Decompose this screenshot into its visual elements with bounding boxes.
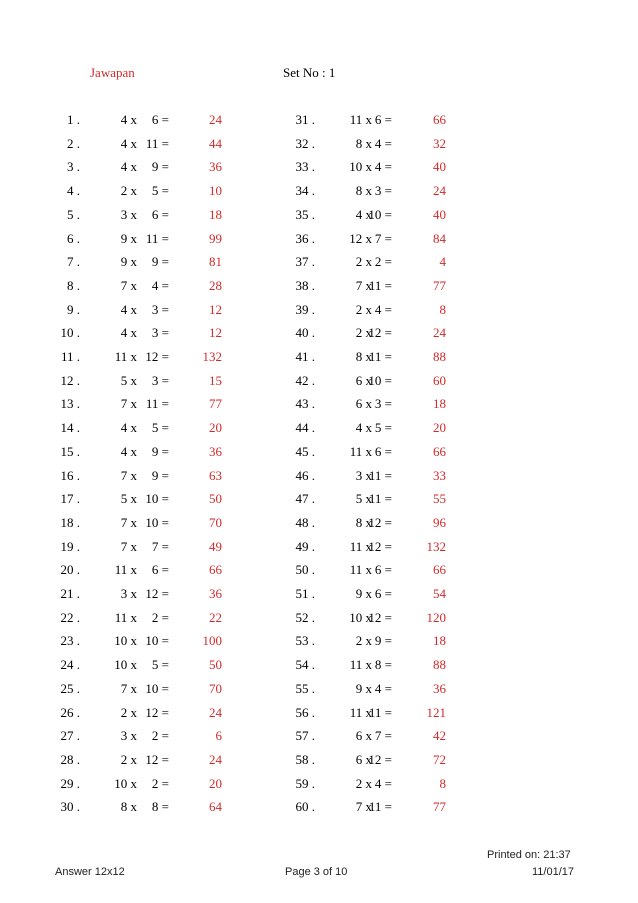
multiplicand: 11 x <box>114 349 137 364</box>
question-number: 30 . <box>60 799 80 815</box>
question-number: 4 . <box>67 183 80 199</box>
question-number: 26 . <box>60 704 80 720</box>
answer-value: 96 <box>433 514 446 530</box>
table-row <box>0 394 638 414</box>
question-number: 36 . <box>295 230 315 246</box>
multiplicand: 7 x <box>355 277 372 293</box>
multiplier: 10 = <box>145 680 169 696</box>
question-number: 12 . <box>60 372 80 388</box>
answer-value: 4 <box>439 254 446 270</box>
multiplier: 6 = <box>374 586 392 601</box>
table-row <box>0 466 638 486</box>
multiplicand: 7 x <box>120 277 137 293</box>
question-number: 7 . <box>67 254 80 270</box>
multiplier: 6 = <box>151 112 169 127</box>
question-number: 40 . <box>295 325 315 341</box>
multiplier: 6 = <box>374 112 392 127</box>
answer-value: 36 <box>209 159 222 175</box>
question-number: 19 . <box>60 538 80 554</box>
question-number: 22 . <box>60 609 80 625</box>
multiplicand: 8 x <box>355 514 372 530</box>
answer-value: 44 <box>209 135 222 151</box>
answer-value: 15 <box>209 372 222 388</box>
table-row <box>0 323 638 343</box>
answer-value: 72 <box>433 751 446 767</box>
multiplier: 11 = <box>368 704 392 720</box>
question-number: 60 . <box>295 799 315 815</box>
multiplier: 12 = <box>145 586 169 601</box>
table-row <box>0 655 638 675</box>
multiplier: 11 = <box>368 799 392 815</box>
answer-value: 64 <box>209 799 222 815</box>
multiplier: 5 = <box>151 183 169 199</box>
question-number: 57 . <box>295 728 315 744</box>
answer-value: 81 <box>209 254 222 270</box>
question-number: 47 . <box>295 491 315 507</box>
multiplicand: 3 x <box>355 467 372 483</box>
answer-value: 88 <box>433 349 446 364</box>
multiplicand: 4 x <box>355 420 372 436</box>
answer-value: 24 <box>433 325 446 341</box>
multiplier: 7 = <box>374 728 392 744</box>
table-row <box>0 631 638 651</box>
answer-value: 20 <box>433 420 446 436</box>
table-row <box>0 229 638 249</box>
answer-value: 36 <box>209 443 222 459</box>
multiplicand: 6 x <box>355 396 372 412</box>
multiplier: 3 = <box>374 183 392 199</box>
question-number: 46 . <box>295 467 315 483</box>
multiplicand: 6 x <box>355 751 372 767</box>
table-row <box>0 276 638 296</box>
answer-value: 50 <box>209 491 222 507</box>
question-number: 54 . <box>295 657 315 673</box>
multiplicand: 3 x <box>120 206 137 222</box>
question-number: 18 . <box>60 514 80 530</box>
multiplicand: 4 x <box>120 301 137 317</box>
question-number: 3 . <box>67 159 80 175</box>
answer-value: 49 <box>209 538 222 554</box>
question-number: 59 . <box>295 775 315 791</box>
answer-value: 66 <box>209 562 222 578</box>
multiplier: 10 = <box>145 633 169 649</box>
question-number: 48 . <box>295 514 315 530</box>
answer-value: 8 <box>439 775 446 791</box>
multiplier: 12 = <box>145 704 169 720</box>
multiplicand: 7 x <box>120 514 137 530</box>
answer-value: 8 <box>439 301 446 317</box>
multiplier: 10 = <box>145 491 169 507</box>
answer-value: 99 <box>209 230 222 246</box>
question-number: 29 . <box>60 775 80 791</box>
multiplier: 4 = <box>151 277 169 293</box>
table-row <box>0 726 638 746</box>
answer-value: 100 <box>202 633 222 649</box>
answer-value: 12 <box>209 325 222 341</box>
multiplier: 2 = <box>151 609 169 625</box>
multiplicand: 4 x <box>120 325 137 341</box>
multiplier: 4 = <box>374 159 392 175</box>
answer-value: 70 <box>209 680 222 696</box>
multiplier: 4 = <box>374 301 392 317</box>
table-row <box>0 537 638 557</box>
multiplier: 9 = <box>151 254 169 270</box>
multiplier: 10 = <box>368 372 392 388</box>
multiplicand: 5 x <box>120 372 137 388</box>
multiplier: 11 = <box>368 467 392 483</box>
question-number: 32 . <box>295 135 315 151</box>
multiplier: 11 = <box>368 349 392 364</box>
table-row <box>0 489 638 509</box>
answer-value: 50 <box>209 657 222 673</box>
question-number: 20 . <box>60 562 80 578</box>
answer-value: 77 <box>209 396 222 412</box>
question-number: 14 . <box>60 420 80 436</box>
multiplicand: 8 x <box>355 349 372 364</box>
answer-value: 18 <box>433 633 446 649</box>
multiplier: 6 = <box>374 562 392 578</box>
multiplicand: 12 x <box>349 230 372 246</box>
question-number: 16 . <box>60 467 80 483</box>
multiplicand: 7 x <box>120 396 137 412</box>
answer-value: 32 <box>433 135 446 151</box>
multiplicand: 10 x <box>349 159 372 175</box>
question-number: 49 . <box>295 538 315 554</box>
multiplicand: 4 x <box>120 420 137 436</box>
multiplier: 11 = <box>368 491 392 507</box>
question-number: 28 . <box>60 751 80 767</box>
answer-value: 77 <box>433 277 446 293</box>
multiplier: 4 = <box>374 775 392 791</box>
multiplicand: 5 x <box>355 491 372 507</box>
question-number: 25 . <box>60 680 80 696</box>
multiplicand: 2 x <box>355 301 372 317</box>
multiplier: 7 = <box>151 538 169 554</box>
table-row <box>0 181 638 201</box>
printed-on-date: 11/01/17 <box>532 866 575 878</box>
multiplicand: 11 x <box>349 704 372 720</box>
multiplier: 12 = <box>145 349 169 364</box>
multiplicand: 3 x <box>120 586 137 601</box>
multiplicand: 4 x <box>355 206 372 222</box>
question-number: 34 . <box>295 183 315 199</box>
question-number: 45 . <box>295 443 315 459</box>
multiplicand: 2 x <box>120 704 137 720</box>
multiplier: 2 = <box>151 775 169 791</box>
multiplicand: 6 x <box>355 728 372 744</box>
multiplicand: 2 x <box>120 183 137 199</box>
answer-value: 10 <box>209 183 222 199</box>
multiplier: 6 = <box>151 206 169 222</box>
multiplier: 12 = <box>145 751 169 767</box>
question-number: 23 . <box>60 633 80 649</box>
multiplier: 8 = <box>151 799 169 815</box>
multiplicand: 9 x <box>355 680 372 696</box>
answer-value: 22 <box>209 609 222 625</box>
answer-value: 66 <box>433 112 446 127</box>
multiplier: 9 = <box>151 443 169 459</box>
answer-value: 24 <box>209 751 222 767</box>
answer-value: 24 <box>209 704 222 720</box>
multiplicand: 2 x <box>355 633 372 649</box>
multiplicand: 10 x <box>114 657 137 673</box>
multiplicand: 3 x <box>120 728 137 744</box>
multiplicand: 9 x <box>120 254 137 270</box>
answer-value: 40 <box>433 159 446 175</box>
answer-value: 24 <box>433 183 446 199</box>
question-number: 53 . <box>295 633 315 649</box>
question-number: 33 . <box>295 159 315 175</box>
question-number: 43 . <box>295 396 315 412</box>
question-number: 38 . <box>295 277 315 293</box>
answer-value: 18 <box>433 396 446 412</box>
answer-value: 84 <box>433 230 446 246</box>
multiplicand: 11 x <box>114 609 137 625</box>
question-number: 17 . <box>60 491 80 507</box>
question-number: 55 . <box>295 680 315 696</box>
question-number: 51 . <box>295 586 315 601</box>
multiplicand: 11 x <box>349 112 372 127</box>
question-number: 5 . <box>67 206 80 222</box>
answer-value: 54 <box>433 586 446 601</box>
answers-heading: Jawapan <box>90 65 135 80</box>
multiplicand: 4 x <box>120 443 137 459</box>
answer-value: 24 <box>209 112 222 127</box>
question-number: 13 . <box>60 396 80 412</box>
table-row <box>0 774 638 794</box>
multiplier: 4 = <box>374 135 392 151</box>
multiplicand: 7 x <box>120 467 137 483</box>
table-row <box>0 110 638 130</box>
multiplier: 12 = <box>368 325 392 341</box>
question-number: 24 . <box>60 657 80 673</box>
multiplicand: 5 x <box>120 491 137 507</box>
table-row <box>0 679 638 699</box>
multiplicand: 10 x <box>349 609 372 625</box>
multiplicand: 7 x <box>355 799 372 815</box>
multiplier: 11 = <box>368 277 392 293</box>
table-row <box>0 252 638 272</box>
page-number: Page 3 of 10 <box>285 866 348 878</box>
question-number: 35 . <box>295 206 315 222</box>
answer-value: 28 <box>209 277 222 293</box>
multiplicand: 11 x <box>349 443 372 459</box>
table-row <box>0 703 638 723</box>
multiplicand: 6 x <box>355 372 372 388</box>
answer-value: 36 <box>433 680 446 696</box>
printed-on-time: Printed on: 21:37 <box>487 849 571 861</box>
question-number: 8 . <box>67 277 80 293</box>
multiplicand: 7 x <box>120 680 137 696</box>
question-number: 1 . <box>67 112 80 127</box>
answer-value: 63 <box>209 467 222 483</box>
answer-value: 66 <box>433 443 446 459</box>
table-row <box>0 560 638 580</box>
question-number: 39 . <box>295 301 315 317</box>
multiplicand: 9 x <box>120 230 137 246</box>
multiplicand: 11 x <box>114 562 137 578</box>
multiplicand: 8 x <box>355 135 372 151</box>
multiplicand: 11 x <box>349 562 372 578</box>
question-number: 58 . <box>295 751 315 767</box>
multiplier: 11 = <box>145 230 169 246</box>
question-number: 15 . <box>60 443 80 459</box>
multiplier: 11 = <box>145 396 169 412</box>
answer-value: 120 <box>426 609 446 625</box>
answer-value: 33 <box>433 467 446 483</box>
multiplicand: 8 x <box>355 183 372 199</box>
multiplier: 6 = <box>151 562 169 578</box>
multiplier: 11 = <box>145 135 169 151</box>
table-row <box>0 157 638 177</box>
multiplier: 9 = <box>374 633 392 649</box>
multiplier: 12 = <box>368 514 392 530</box>
multiplier: 2 = <box>374 254 392 270</box>
answer-value: 18 <box>209 206 222 222</box>
answer-value: 132 <box>426 538 446 554</box>
question-number: 31 . <box>295 112 315 127</box>
question-number: 52 . <box>295 609 315 625</box>
multiplicand: 2 x <box>355 775 372 791</box>
question-number: 27 . <box>60 728 80 744</box>
multiplier: 12 = <box>368 609 392 625</box>
answer-value: 88 <box>433 657 446 673</box>
multiplier: 5 = <box>151 420 169 436</box>
table-row <box>0 418 638 438</box>
answer-value: 42 <box>433 728 446 744</box>
multiplier: 2 = <box>151 728 169 744</box>
multiplicand: 2 x <box>120 751 137 767</box>
multiplicand: 2 x <box>355 254 372 270</box>
multiplicand: 11 x <box>349 657 372 673</box>
table-row <box>0 797 638 817</box>
multiplier: 12 = <box>368 538 392 554</box>
multiplier: 10 = <box>145 514 169 530</box>
multiplicand: 11 x <box>349 538 372 554</box>
question-number: 42 . <box>295 372 315 388</box>
answer-value: 12 <box>209 301 222 317</box>
table-row <box>0 608 638 628</box>
answer-value: 36 <box>209 586 222 601</box>
answer-value: 70 <box>209 514 222 530</box>
multiplier: 7 = <box>374 230 392 246</box>
multiplier: 3 = <box>151 372 169 388</box>
multiplier: 5 = <box>374 420 392 436</box>
table-row <box>0 584 638 604</box>
multiplicand: 4 x <box>120 135 137 151</box>
table-row <box>0 371 638 391</box>
multiplier: 8 = <box>374 657 392 673</box>
table-row <box>0 750 638 770</box>
question-number: 37 . <box>295 254 315 270</box>
multiplicand: 9 x <box>355 586 372 601</box>
multiplicand: 4 x <box>120 112 137 127</box>
table-row <box>0 134 638 154</box>
answer-value: 20 <box>209 775 222 791</box>
multiplier: 3 = <box>374 396 392 412</box>
multiplier: 4 = <box>374 680 392 696</box>
question-number: 11 . <box>60 349 80 364</box>
question-number: 2 . <box>67 135 80 151</box>
question-number: 41 . <box>295 349 315 364</box>
multiplicand: 4 x <box>120 159 137 175</box>
answer-value: 20 <box>209 420 222 436</box>
table-row <box>0 205 638 225</box>
multiplicand: 10 x <box>114 633 137 649</box>
multiplier: 5 = <box>151 657 169 673</box>
set-number-label: Set No : 1 <box>283 65 336 80</box>
multiplier: 9 = <box>151 467 169 483</box>
table-row <box>0 300 638 320</box>
answer-value: 55 <box>433 491 446 507</box>
multiplier: 6 = <box>374 443 392 459</box>
table-row <box>0 347 638 367</box>
multiplicand: 7 x <box>120 538 137 554</box>
table-row <box>0 513 638 533</box>
question-number: 10 . <box>60 325 80 341</box>
question-number: 50 . <box>295 562 315 578</box>
question-number: 21 . <box>60 586 80 601</box>
multiplier: 12 = <box>368 751 392 767</box>
table-row <box>0 442 638 462</box>
multiplicand: 10 x <box>114 775 137 791</box>
question-number: 44 . <box>295 420 315 436</box>
answer-value: 121 <box>426 704 446 720</box>
answer-value: 40 <box>433 206 446 222</box>
answer-value: 60 <box>433 372 446 388</box>
multiplicand: 8 x <box>120 799 137 815</box>
question-number: 56 . <box>295 704 315 720</box>
answer-value: 6 <box>215 728 222 744</box>
multiplicand: 2 x <box>355 325 372 341</box>
answer-value: 132 <box>202 349 222 364</box>
question-number: 6 . <box>67 230 80 246</box>
multiplier: 9 = <box>151 159 169 175</box>
multiplier: 3 = <box>151 301 169 317</box>
multiplier: 10 = <box>368 206 392 222</box>
question-number: 9 . <box>67 301 80 317</box>
answer-value: 66 <box>433 562 446 578</box>
footer-document-title: Answer 12x12 <box>55 866 125 878</box>
multiplier: 3 = <box>151 325 169 341</box>
answer-value: 77 <box>433 799 446 815</box>
